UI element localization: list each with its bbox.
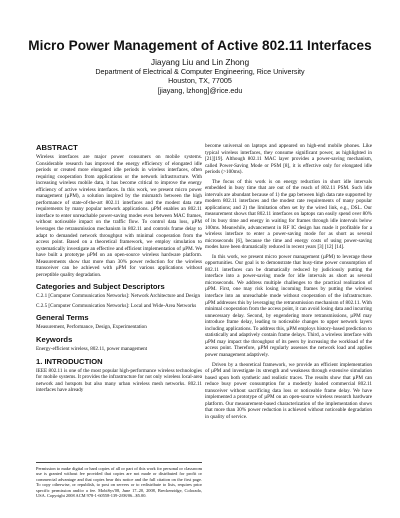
right-paragraph-1: become universal on laptops and appeared on high-end mobile phones. Like typical wireless interfaces, they consume significant power, as highlighted in [21][19]. Although 802.11 MAC layer provides a power-saving mechanism, called Power-Saving Mode or PSM [8], it is effective only for elongated idle periods (>100ms).	[205, 143, 372, 176]
terms-heading: General Terms	[36, 313, 89, 323]
left-column	[36, 143, 202, 397]
terms-text: Measurement, Performance, Design, Experimentation	[36, 324, 147, 331]
abstract-heading: ABSTRACT	[36, 143, 78, 152]
abstract-text: Wireless interfaces are major power consumers on mobile systems. Considerable research has improved the energy efficiency of elongated idle periods or created more elongated idle periods in wireless interfaces, often requiring cooperation from applications or the network infrastructure. With increasing wireless mobile data, it has become critical to improve the energy efficiency of active wireless interfaces. In this work, we present micro power management (µPM), a solution inspired by the mismatch between the high performance of state-of-the-art 802.11 interfaces and the modest data rate requirements by many popular network applications. µPM enables an 802.11 interface to enter unreachable power-saving modes even between MAC frames, without noticeable impact on the traffic flow. To control data loss, µPM leverages the retransmission mechanism in 802.11 and controls frame delay to adapt to demanded network throughput with minimal cooperation from the access point. Based on a theoretical framework, we employ simulation to systematically investigate an effective and efficient implementation of µPM. We have built a prototype µPM on an open-source wireless hardware platform. Measurements show that more than 30% power reduction for the wireless transceiver can be achieved with µPM for various applications without perceptible quality degradation.	[36, 154, 202, 278]
right-paragraph-4: Driven by a theoretical framework, we provide an efficient implementation of µPM and investigate its strength and weakness through extensive simulation based upon both synthetic and realistic traces. The results show that µPM can reduce busy power consumption for a modestly loaded commercial 802.11 transceiver without sacrificing data loss or noticeable frame delay. We have implemented a prototype of µPM on an open-source wireless research hardware platform. Our measurement-based characterization of the implementation shows that more than 30% power reduction is achieved without noticeable degradation in quality of service.	[205, 361, 372, 420]
categories-text-2: C.2.5 [Computer Communication Networks]: Local and Wide-Area Networks	[36, 302, 197, 309]
author-block	[0, 57, 400, 95]
location: Houston, TX, 77005	[168, 76, 232, 86]
right-paragraph-2: The focus of this work is on energy reduction in short idle intervals embedded in busy time that are out of the reach of 802.11 PSM. Such idle intervals are abundant because of 1) the gap between high data rate supported by modern 802.11 interfaces and the modest rate requirements of many popular applications; and 2) the limitation often set by the wired link, e.g., DSL. Our measurement shows that 802.11 interfaces on laptops can easily spend over 80% of its busy time and energy in waiting for frames through idle intervals below 100ms. Meanwhile, advancement in RF IC design has made it profitable for a wireless interface to enter a power-saving mode for as short as several microseconds [6], because the time and energy costs of using power-saving modes have been dramatically reduced in recent years [3] [12] [14].	[205, 178, 372, 251]
intro-text: IEEE 802.11 is one of the most popular high-performance wireless technologies for mobile systems. It provides the infrastructure for not only wireless local-area network and hotspots but also many urban wireless mesh networks. 802.11 interfaces have already	[36, 367, 202, 394]
author-names: Jiayang Liu and Lin Zhong	[150, 57, 250, 67]
categories-text-1: C.2.1 [Computer Communication Networks]: Network Architecture and Design	[36, 293, 201, 300]
emails: [jiayang, lzhong]@rice.edu	[157, 85, 243, 95]
keywords-heading: Keywords	[36, 335, 73, 345]
right-paragraph-3: In this work, we present micro power management (µPM) to leverage these opportunities. Our goal is to demonstrate that busy-time power consumption of 802.11 interfaces can be dramatically reduced by judiciously putting the interface into a power-saving mode for idle intervals as short as several microseconds. We address multiple challenges to the practical realization of µPM. First, one may risk losing incoming frames by putting the wireless interface into an unreachable mode without cooperation of the infrastructure. µPM addresses this by leveraging the retransmission mechanism of 802.11. With minimal cooperation from the access point, it can avoid losing data and incurring unnecessary delay. Second, by engendering more retransmissions, µPM may introduce frame delay, leading to noticeable changes to upper network layers including applications. To address this, µPM employs history-based prediction to statistically and adaptively contain frame delays. Third, a wireless interface with µPM may impact the throughput of its peers by increasing the workload of the access point. Therefore, µPM regularly assesses the network load and applies power management adaptively.	[205, 253, 372, 358]
keywords-text: Energy-efficient wireless, 802.11, power management	[36, 346, 148, 353]
categories-heading: Categories and Subject Descriptors	[36, 282, 165, 292]
intro-heading: 1. INTRODUCTION	[36, 356, 103, 366]
affiliation: Department of Electrical & Computer Engineering, Rice University	[95, 67, 305, 76]
paper-title: Micro Power Management of Active 802.11 Interfaces	[28, 38, 372, 53]
copyright-footnote: Permission to make digital or hard copies of all or part of this work for personal or classroom use is granted without fee provided that copies are not made or distributed for profit or commercial advantage and that copies bear this notice and the full citation on the first page. To copy otherwise, or republish, to post on servers or to redistribute to lists, requires prior specific permission and/or a fee. MobiSys'08, June 17–20, 2008, Breckenridge, Colorado, USA. Copyright 2008 ACM 978-1-60558-139-2/08/06...$5.00.	[36, 462, 202, 498]
right-column	[205, 143, 372, 423]
